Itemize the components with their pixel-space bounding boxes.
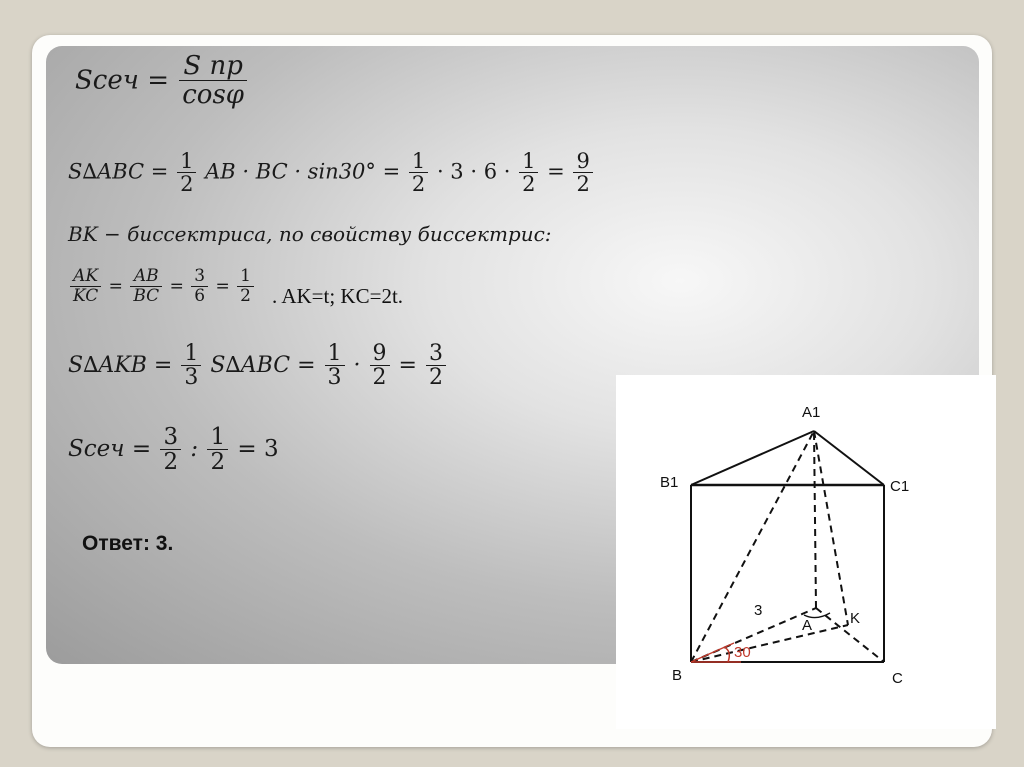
label-side-3: 3 — [754, 602, 763, 619]
edge-a1-c1 — [814, 431, 884, 485]
formula-section-result: Sсеч = $\frac{3}{2}$ : $\frac{1}{2}$ = 3 — [68, 424, 279, 476]
label-a: A — [802, 617, 813, 634]
answer-text: Ответ: 3. — [82, 532, 174, 555]
label-b: B — [672, 667, 683, 684]
section-b-a1 — [691, 431, 814, 662]
edge-a-a1 — [814, 431, 816, 608]
bisector-statement: BK − биссектриса, по свойству биссектрис: — [68, 222, 552, 246]
label-k: K — [850, 610, 861, 627]
section-a1-k — [814, 431, 848, 625]
formula-area-abc: S∆ABC = $\frac{1}{2}$ AB · BC · sin30° = $\frac{1}{2}$ · 3 · 6 · $\frac{1}{2}$ = $\frac{9}{2}$ — [68, 150, 595, 196]
bisector-b-k — [691, 625, 848, 662]
ak-kc-note: . AK=t; KC=2t. — [272, 284, 404, 308]
prism-diagram — [616, 375, 996, 729]
formula-lhs: Sсеч = — [75, 65, 169, 96]
label-c: C — [892, 670, 903, 687]
label-a1: A1 — [802, 404, 821, 421]
formula-section-area — [75, 53, 249, 110]
edge-b1-a1 — [691, 431, 814, 485]
prism-figure — [616, 375, 996, 729]
label-c1: C1 — [890, 478, 910, 495]
label-b1: B1 — [660, 474, 679, 491]
formula-ratio: $\frac{AK}{KC}$ = $\frac{AB}{BC}$ = $\frac{3}{6}$ = $\frac{1}{2}$ — [68, 268, 256, 306]
fraction: $\frac{\text{S пр}}{\cos\varphi}$ — [179, 53, 247, 110]
label-angle-30: 30 — [734, 644, 751, 661]
formula-area-akb: S∆AKB = $\frac{1}{3}$ S∆ABC = $\frac{1}{3}$ · $\frac{9}{2}$ = $\frac{3}{2}$ — [68, 342, 448, 390]
